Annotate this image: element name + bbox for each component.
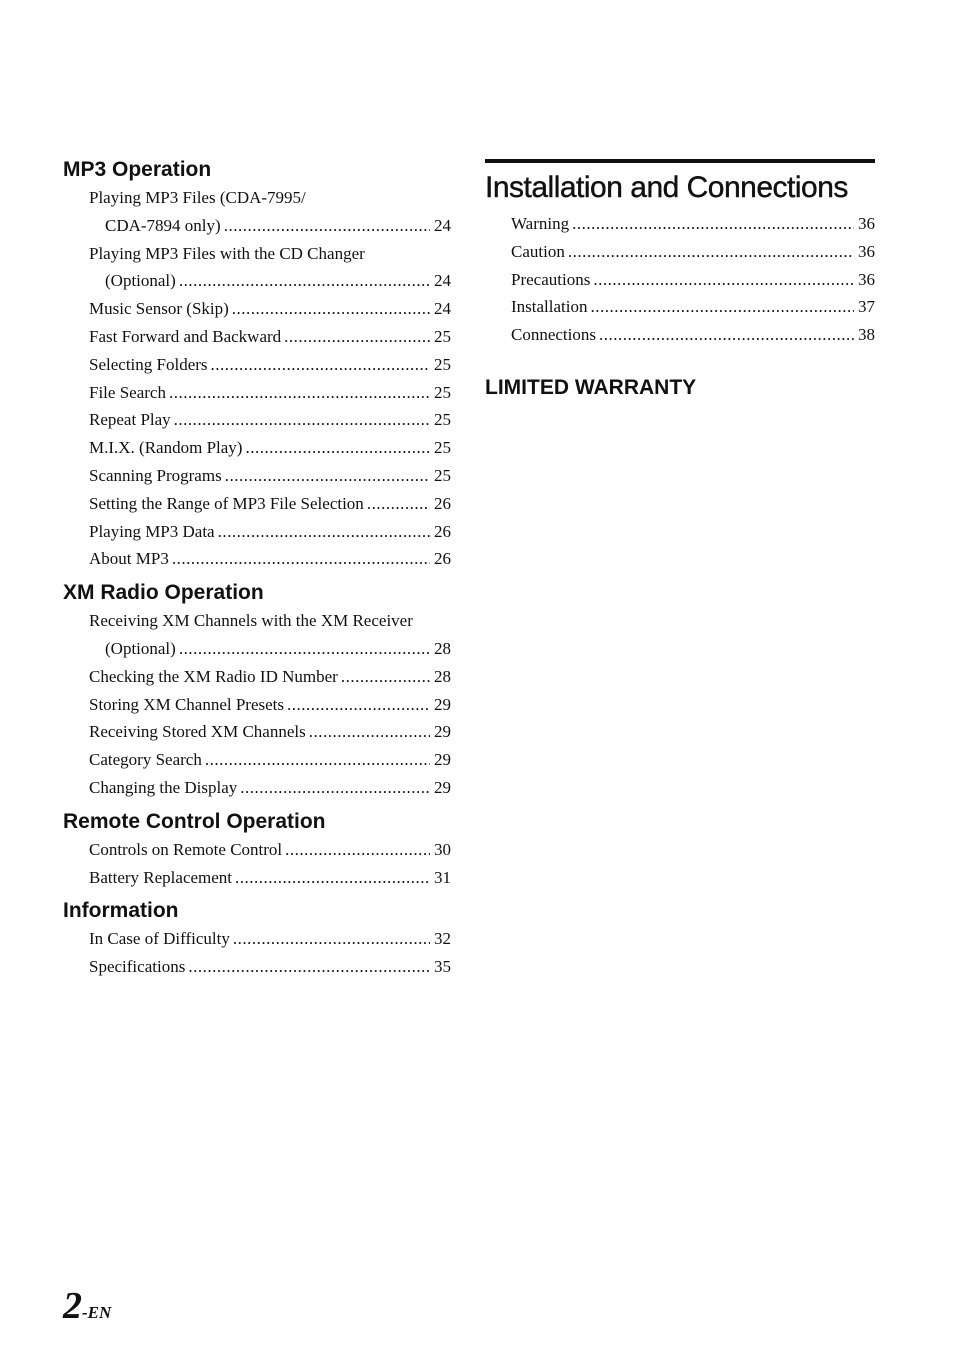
toc-entry-title: About MP3 bbox=[89, 549, 169, 569]
toc-section-mp3 bbox=[63, 157, 451, 573]
toc-entry[interactable] bbox=[63, 462, 451, 490]
toc-entry-title: Battery Replacement bbox=[89, 867, 233, 887]
toc-entry[interactable] bbox=[63, 518, 451, 546]
toc-page-number: 25 bbox=[434, 326, 451, 346]
toc-page-number: 38 bbox=[858, 325, 875, 345]
dot-leader bbox=[367, 490, 430, 518]
toc-entry[interactable] bbox=[63, 490, 451, 518]
toc-page-number: 26 bbox=[434, 521, 451, 541]
toc-entry-title: Receiving Stored XM Channels bbox=[89, 722, 306, 742]
toc-entry[interactable] bbox=[63, 718, 451, 746]
toc-entry-title: Repeat Play bbox=[89, 410, 171, 430]
toc-section-xm-radio bbox=[63, 580, 451, 802]
toc-entry[interactable] bbox=[485, 266, 875, 294]
chapter-title: Installation and Connections bbox=[485, 171, 848, 204]
page-number bbox=[63, 1284, 111, 1328]
toc-entry-title: Setting the Range of MP3 File Selection bbox=[89, 493, 364, 513]
dot-leader bbox=[287, 691, 430, 719]
toc-entry[interactable] bbox=[63, 925, 451, 953]
toc-entry-title: Fast Forward and Backward bbox=[89, 326, 282, 346]
toc-page-number: 24 bbox=[434, 215, 451, 235]
toc-entry[interactable] bbox=[63, 663, 451, 691]
toc-entry-title: Specifications bbox=[89, 957, 186, 977]
dot-leader bbox=[245, 434, 430, 462]
dot-leader bbox=[568, 238, 854, 266]
toc-page-number: 36 bbox=[858, 214, 875, 233]
toc-entry[interactable] bbox=[485, 293, 875, 321]
toc-entry[interactable] bbox=[485, 210, 875, 238]
toc-page-number: 29 bbox=[434, 722, 451, 742]
toc-entry-title: (Optional) bbox=[105, 271, 176, 291]
dot-leader bbox=[224, 212, 430, 240]
dot-leader bbox=[590, 293, 854, 321]
toc-entry[interactable] bbox=[63, 295, 451, 323]
dot-leader bbox=[235, 864, 430, 892]
toc-page-number: 35 bbox=[434, 957, 451, 977]
toc-entry[interactable] bbox=[63, 774, 451, 802]
toc-entry-title: Category Search bbox=[89, 750, 202, 770]
section-heading: XM Radio Operation bbox=[63, 581, 264, 605]
toc-entry-title: Checking the XM Radio ID Number bbox=[89, 666, 338, 686]
toc-entry-title: Controls on Remote Control bbox=[89, 839, 283, 859]
toc-entry[interactable] bbox=[63, 240, 451, 296]
title-rule bbox=[485, 159, 875, 163]
toc-section-remote-control bbox=[63, 809, 451, 892]
toc-section-installation bbox=[485, 210, 875, 349]
toc-entry-title: Playing MP3 Files (CDA-7995/ bbox=[89, 188, 306, 207]
dot-leader bbox=[599, 321, 854, 349]
dot-leader bbox=[225, 462, 430, 490]
toc-page-number: 25 bbox=[434, 465, 451, 485]
toc-entry-title: Playing MP3 Data bbox=[89, 521, 215, 541]
toc-entry[interactable] bbox=[63, 434, 451, 462]
toc-entry-title: In Case of Difficulty bbox=[89, 929, 230, 949]
toc-entry-title: Installation bbox=[511, 297, 588, 317]
toc-entry-title: Receiving XM Channels with the XM Receiver bbox=[89, 611, 413, 631]
toc-page-number: 29 bbox=[434, 750, 451, 770]
dot-leader bbox=[284, 323, 430, 351]
dot-leader bbox=[285, 836, 430, 864]
toc-page-number: 28 bbox=[434, 666, 451, 686]
toc-page-number: 32 bbox=[434, 929, 451, 949]
toc-entry[interactable] bbox=[485, 321, 875, 349]
toc-page-number: 26 bbox=[434, 549, 451, 569]
section-heading: MP3 Operation bbox=[63, 158, 212, 181]
dot-leader bbox=[593, 266, 854, 294]
page-number-value: 2 bbox=[63, 1285, 82, 1327]
toc-entry[interactable] bbox=[63, 323, 451, 351]
dot-leader bbox=[232, 295, 430, 323]
toc-entry-title: Music Sensor (Skip) bbox=[89, 299, 229, 319]
dot-leader bbox=[309, 718, 430, 746]
dot-leader bbox=[172, 545, 430, 573]
dot-leader bbox=[205, 746, 430, 774]
toc-entry[interactable] bbox=[485, 238, 875, 266]
toc-entry[interactable] bbox=[63, 864, 451, 892]
toc-entry-title: Scanning Programs bbox=[89, 465, 222, 485]
toc-entry[interactable] bbox=[63, 953, 451, 981]
toc-entry-title: Playing MP3 Files with the CD Changer bbox=[89, 243, 365, 263]
dot-leader bbox=[211, 351, 430, 379]
toc-page-number: 31 bbox=[434, 867, 451, 887]
toc-page-number: 28 bbox=[434, 638, 451, 658]
toc-entry-title: Changing the Display bbox=[89, 777, 238, 797]
toc-entry[interactable] bbox=[63, 607, 451, 663]
toc-entry-title: (Optional) bbox=[105, 638, 176, 658]
section-heading: Information bbox=[63, 899, 179, 923]
dot-leader bbox=[188, 953, 430, 981]
section-heading: Remote Control Operation bbox=[63, 809, 326, 833]
dot-leader bbox=[218, 518, 430, 546]
toc-entry[interactable] bbox=[63, 746, 451, 774]
toc-page-number: 36 bbox=[858, 269, 875, 289]
toc-page-number: 24 bbox=[434, 271, 451, 291]
toc-section-information bbox=[63, 898, 451, 981]
toc-page-number: 30 bbox=[434, 839, 451, 859]
toc-page-number: 29 bbox=[434, 694, 451, 714]
toc-entry-title: Precautions bbox=[511, 269, 591, 289]
warranty-heading[interactable]: LIMITED WARRANTY bbox=[485, 375, 697, 399]
toc-entry[interactable] bbox=[63, 184, 451, 240]
toc-entry[interactable] bbox=[63, 379, 451, 407]
page-number-suffix: -EN bbox=[82, 1303, 112, 1322]
toc-page-number: 36 bbox=[858, 241, 875, 261]
toc-page-number: 25 bbox=[434, 438, 451, 458]
dot-leader bbox=[179, 635, 430, 663]
toc-right-column bbox=[485, 159, 875, 402]
toc-page-number: 24 bbox=[434, 299, 451, 319]
toc-entry-title: Storing XM Channel Presets bbox=[89, 694, 285, 714]
toc-page-number: 37 bbox=[858, 297, 875, 317]
toc-entry-title: M.I.X. (Random Play) bbox=[89, 438, 243, 458]
toc-entry-title: File Search bbox=[89, 382, 166, 402]
toc-entry-title: Caution bbox=[511, 241, 565, 261]
dot-leader bbox=[572, 210, 854, 238]
dot-leader bbox=[174, 406, 430, 434]
dot-leader bbox=[233, 925, 430, 953]
toc-page-number: 25 bbox=[434, 410, 451, 430]
toc-entry-title: Selecting Folders bbox=[89, 354, 208, 374]
toc-entry[interactable] bbox=[63, 836, 451, 864]
dot-leader bbox=[341, 663, 430, 691]
dot-leader bbox=[179, 267, 430, 295]
dot-leader bbox=[169, 379, 430, 407]
toc-entry[interactable] bbox=[63, 406, 451, 434]
toc-entry-title: Warning bbox=[511, 214, 570, 233]
toc-page-number: 26 bbox=[434, 493, 451, 513]
toc-entry-title: Connections bbox=[511, 325, 596, 345]
toc-page-number: 25 bbox=[434, 354, 451, 374]
toc-left-column bbox=[63, 157, 451, 988]
toc-entry[interactable] bbox=[63, 545, 451, 573]
toc-page-number: 25 bbox=[434, 382, 451, 402]
toc-entry-title: CDA-7894 only) bbox=[105, 215, 221, 235]
toc-entry[interactable] bbox=[63, 691, 451, 719]
toc-entry[interactable] bbox=[63, 351, 451, 379]
dot-leader bbox=[240, 774, 430, 802]
toc-page-number: 29 bbox=[434, 777, 451, 797]
